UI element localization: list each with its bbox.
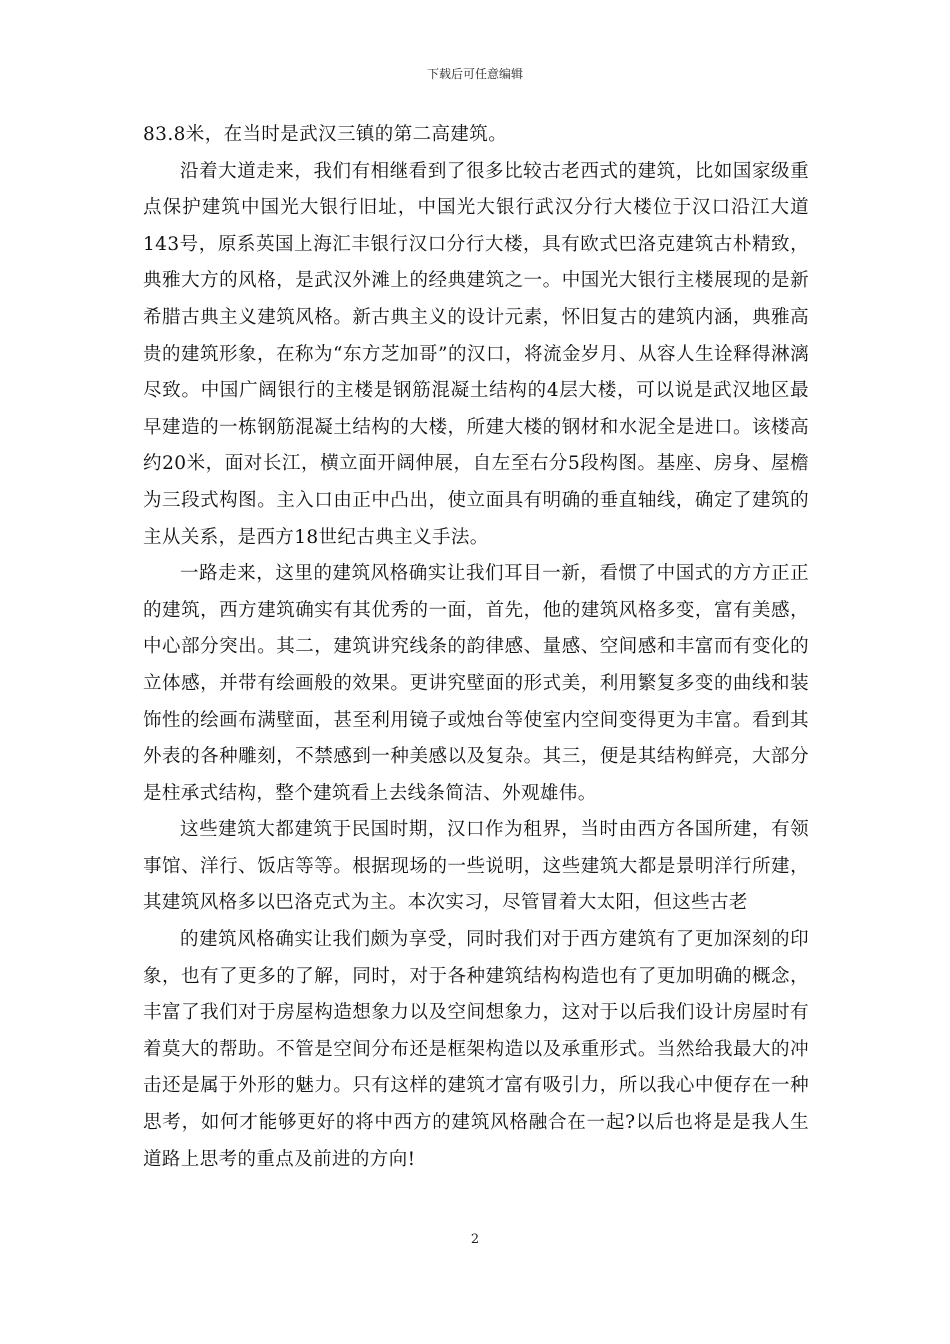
page-number: 2 (470, 1232, 480, 1247)
document-body (143, 117, 809, 1178)
paragraph: 沿着大道走来，我们有相继看到了很多比较古老西式的建筑，比如国家级重点保护建筑中国光大银行旧址，中国光大银行武汉分行大楼位于汉口沿江大道143号，原系英国上海汇丰银行汉口分行大楼，具有欧式巴洛克建筑古朴精致，典雅大方的风格，是武汉外滩上的经典建筑之一。中国光大银行主楼展现的是新希腊古典主义建筑风格。新古典主义的设计元素，怀旧复古的建筑内涵，典雅高贵的建筑形象，在称为“东方芝加哥”的汉口，将流金岁月、从容人生诠释得淋漓尽致。中国广阔银行的主楼是钢筋混凝土结构的4层大楼，可以说是武汉地区最早建造的一栋钢筋混凝土结构的大楼，所建大楼的钢材和水泥全是进口。该楼高约20米，面对长江，横立面开阔伸展，自左至右分5段构图。基座、房身、屋檐为三段式构图。主入口由正中凸出，使立面具有明确的垂直轴线，确定了建筑的主从关系，是西方18世纪古典主义手法。 (143, 160, 809, 548)
paragraph: 一路走来，这里的建筑风格确实让我们耳目一新，看惯了中国式的方方正正的建筑，西方建筑确实有其优秀的一面，首先，他的建筑风格多变，富有美感，中心部分突出。其二，建筑讲究线条的韵律感、量感、空间感和丰富而有变化的立体感，并带有绘画般的效果。更讲究壁面的形式美，利用繁复多变的曲线和装饰性的绘画布满壁面，甚至利用镜子或烛台等使室内空间变得更为丰富。看到其外表的各种雕刻，不禁感到一种美感以及复杂。其三，便是其结构鲜亮，大部分是柱承式结构，整个建筑看上去线条简洁、外观雄伟。 (143, 563, 809, 804)
paragraph: 这些建筑大都建筑于民国时期，汉口作为租界，当时由西方各国所建，有领事馆、洋行、饭店等等。根据现场的一些说明，这些建筑大都是景明洋行所建，其建筑风格多以巴洛克式为主。本次实习，尽管冒着大太阳，但这些古老 (143, 819, 809, 914)
page-header: 下载后可任意编辑 (426, 67, 523, 81)
paragraph: 的建筑风格确实让我们颇为享受，同时我们对于西方建筑有了更加深刻的印象，也有了更多的了解，同时，对于各种建筑结构构造也有了更加明确的概念，丰富了我们对于房屋构造想象力以及空间想象力，这对于以后我们设计房屋时有着莫大的帮助。不管是空间分布还是框架构造以及承重形式。当然给我最大的冲击还是属于外形的魅力。只有这样的建筑才富有吸引力，所以我心中便存在一种思考，如何才能够更好的将中西方的建筑风格融合在一起?以后也将是是我人生道路上思考的重点及前进的方向! (143, 929, 809, 1170)
paragraph: 83.8米，在当时是武汉三镇的第二高建筑。 (143, 124, 508, 145)
